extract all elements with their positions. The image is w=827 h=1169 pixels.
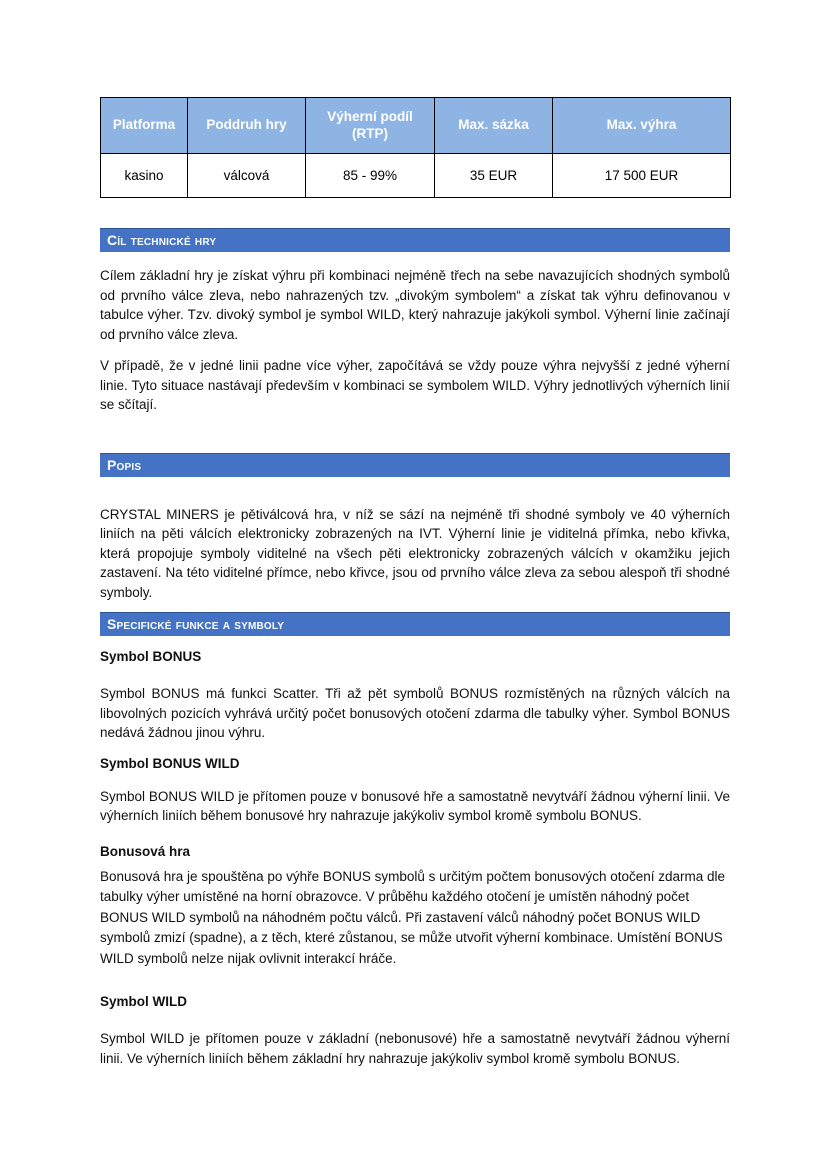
goal-paragraph-2: V případě, že v jedné linii padne více výher, započítává se vždy pouze výhra nejvyšší z jedné výherní linie. Tyto situace nastávají především v kombinaci se symbolem WILD. Výhry jednotlivých výherních linií se sčítají. bbox=[100, 358, 730, 412]
subheading-symbol-bonus: Symbol BONUS bbox=[100, 649, 202, 664]
bonus-game-paragraph: Bonusová hra je spouštěna po výhře BONUS symbolů s určitým počtem bonusových otočení zdarma dle tabulky výher umístěné na horní obrazovce. V průběhu každého otočení je umístěn náhodný počet BONUS WILD symbolů na náhodném počtu válců. Při zastavení válců náhodný počet BONUS WILD symbolů zmizí (spadne), a z těch, které zůstanou, se může utvořit výherní kombinace. Umístění BONUS WILD symbolů nelze nijak ovlivnit interakcí hráče. bbox=[100, 868, 726, 966]
goal-paragraph-1: Cílem základní hry je získat výhru při kombinaci nejméně třech na sebe navazujících shodných symbolů od prvního válce zleva, nebo nahrazených tzv. „divokým symbolem“ a získat tak výhru definovanou v tabulce výher. Tzv. divoký symbol je symbol WILD, který nahrazuje jakýkoli symbol. Výherní linie začínají od prvního válce zleva. bbox=[100, 268, 730, 342]
cell-max-bet: 35 EUR bbox=[435, 154, 553, 198]
table-header-row bbox=[101, 98, 731, 154]
section-header-goal: Cíl technické hry bbox=[100, 228, 730, 252]
column-header-platform: Platforma bbox=[101, 98, 188, 154]
subheading-symbol-bonus-wild: Symbol BONUS WILD bbox=[100, 755, 240, 771]
table-row bbox=[101, 154, 731, 198]
symbol-bonus-wild-paragraph: Symbol BONUS WILD je přítomen pouze v bonusové hře a samostatně nevytváří žádnou výherní linii. Ve výherních liniích během bonusové hry nahrazuje jakýkoliv symbol kromě symbolu BONUS. bbox=[100, 788, 730, 823]
cell-rtp: 85 - 99% bbox=[306, 154, 435, 198]
cell-platform: kasino bbox=[101, 154, 188, 198]
column-header-rtp: Výherní podíl (RTP) bbox=[306, 98, 435, 154]
column-header-max-bet: Max. sázka bbox=[435, 98, 553, 154]
symbol-wild-paragraph: Symbol WILD je přítomen pouze v základní (nebonusové) hře a samostatně nevytváří žádnou výherní linii. Ve výherních liniích během základní hry nahrazuje jakýkoliv symbol kromě symbolu BONUS. bbox=[100, 1031, 730, 1066]
subheading-bonus-game: Bonusová hra bbox=[100, 843, 191, 859]
symbol-bonus-paragraph: Symbol BONUS má funkci Scatter. Tři až pět symbolů BONUS rozmístěných na různých válcích na libovolných pozicích vyhrává určitý počet bonusových otočení zdarma dle tabulky výher. Symbol BONUS nedává žádnou jinou výhru. bbox=[100, 686, 730, 740]
cell-subtype: válcová bbox=[188, 154, 306, 198]
cell-max-win: 17 500 EUR bbox=[553, 154, 731, 198]
section-header-popis: Popis bbox=[100, 453, 730, 477]
section-header-features: Specifické funkce a symboly bbox=[100, 612, 730, 636]
subheading-symbol-wild: Symbol WILD bbox=[100, 994, 187, 1009]
column-header-subtype: Poddruh hry bbox=[188, 98, 306, 154]
game-parameters-table bbox=[100, 97, 731, 198]
column-header-max-win: Max. výhra bbox=[553, 98, 731, 154]
popis-paragraph: CRYSTAL MINERS je pětiválcová hra, v níž se sází na nejméně tři shodné symboly ve 40 výherních liniích na pěti válcích elektronicky zobrazených na IVT. Výherní linie je viditelná přímka, nebo křivka, která propojuje symboly viditelné na všech pěti elektronicky zobrazených válcích v okamžiku jejich zastavení. Na této viditelné přímce, nebo křivce, jsou od prvního válce zleva za sebou alespoň tři shodné symboly. bbox=[100, 506, 730, 600]
